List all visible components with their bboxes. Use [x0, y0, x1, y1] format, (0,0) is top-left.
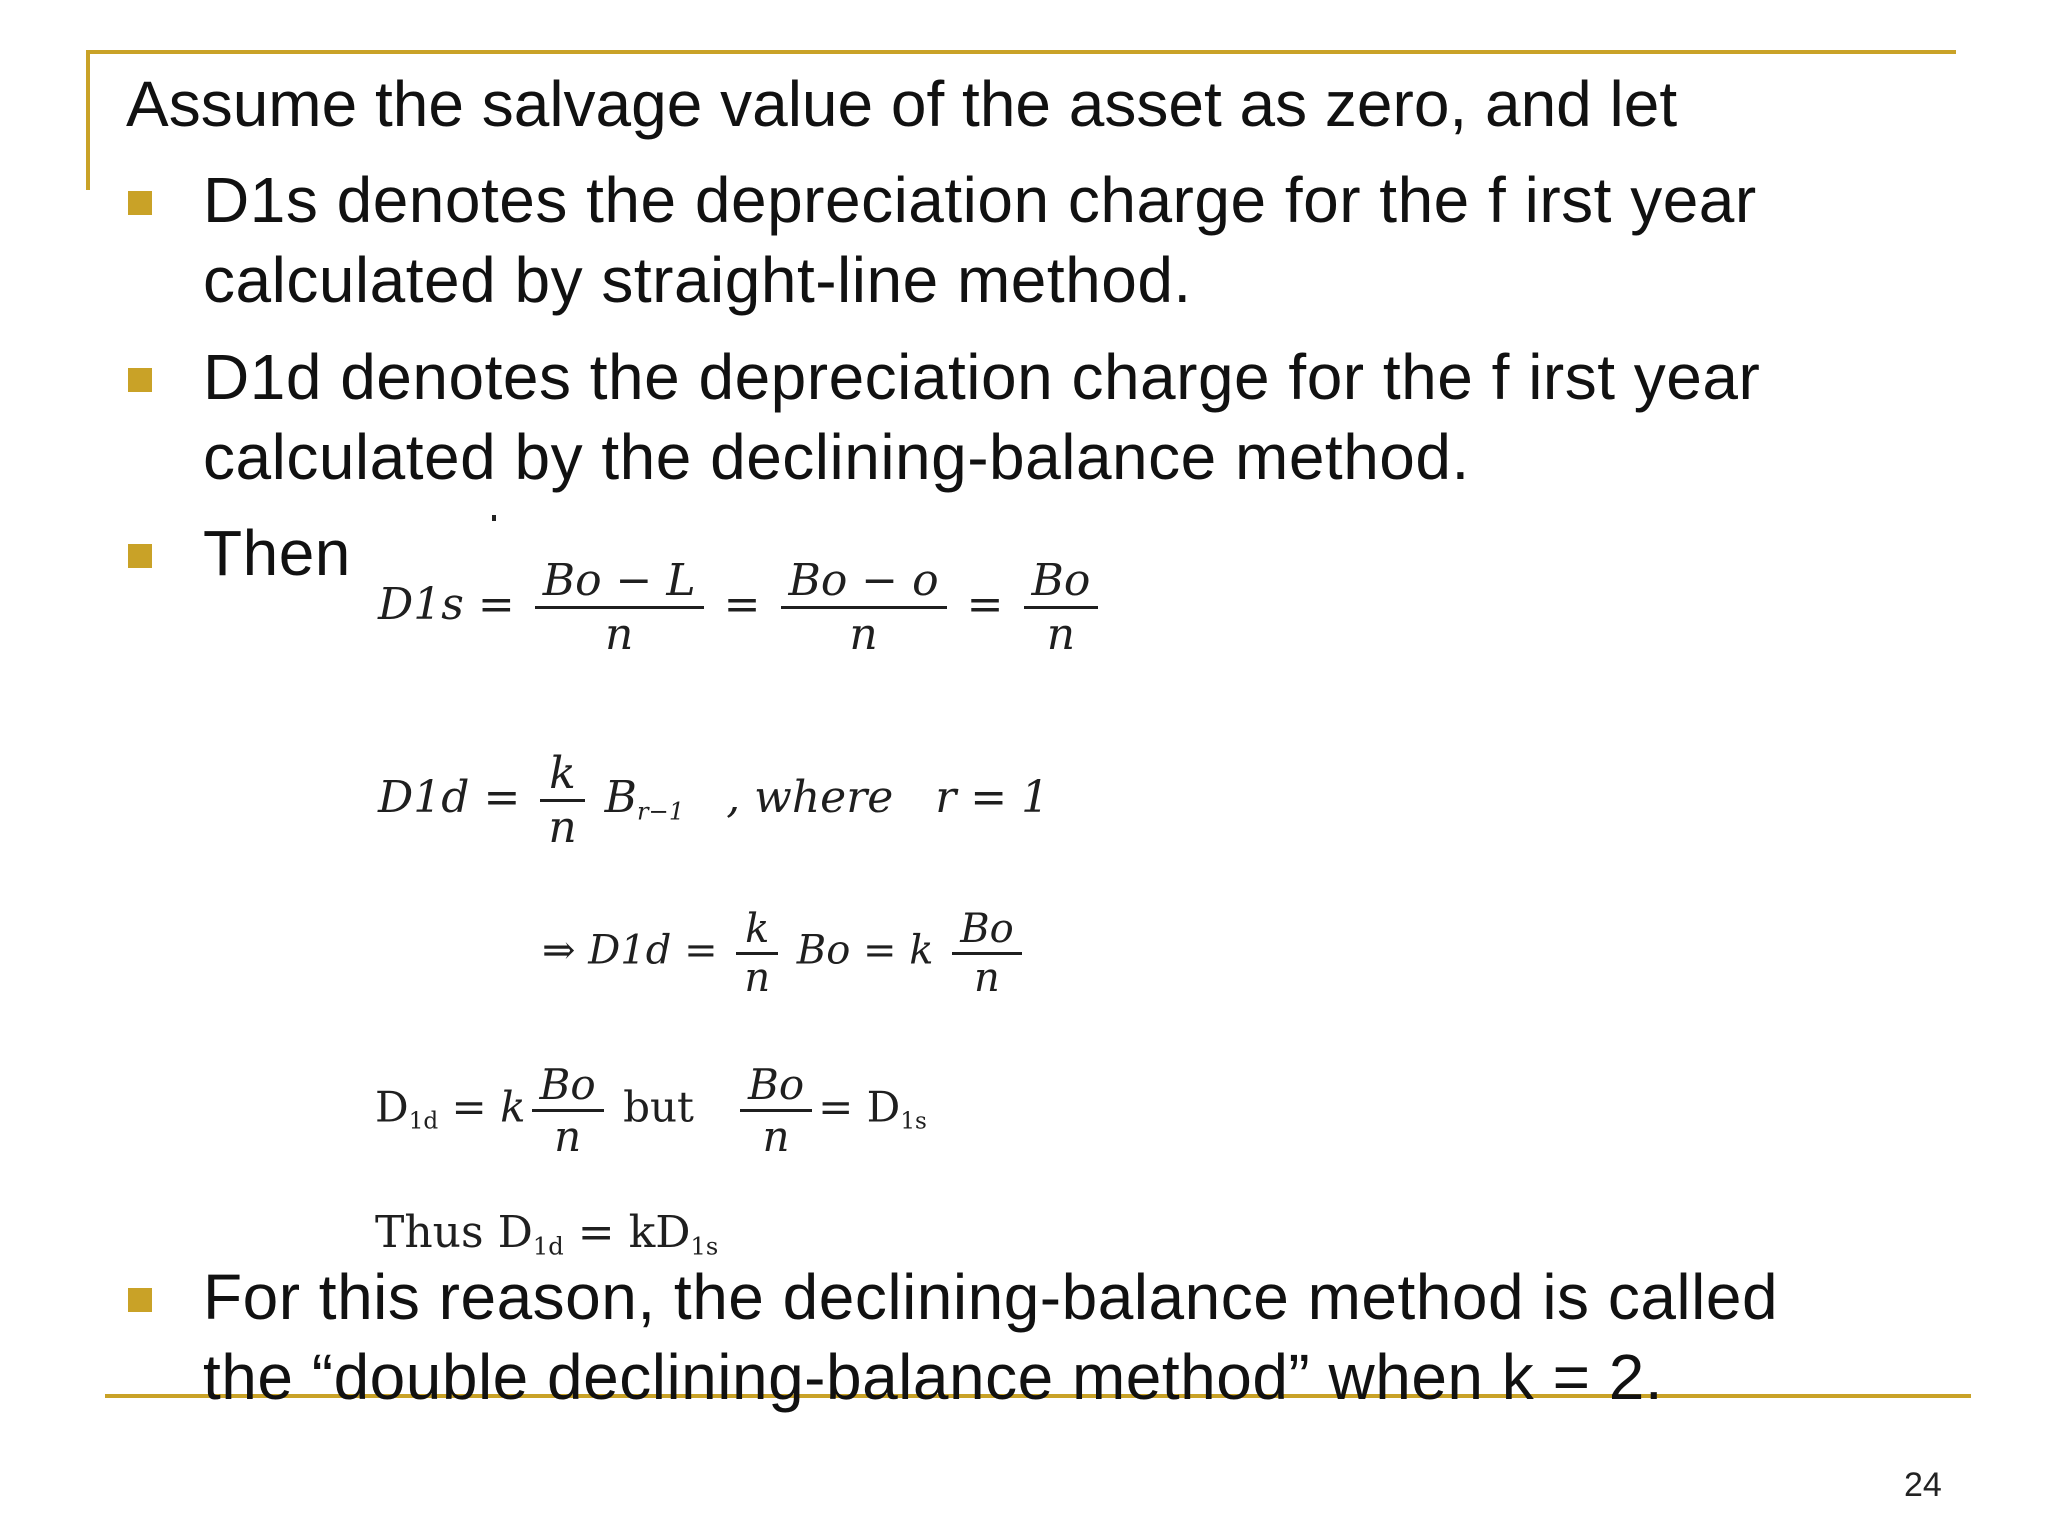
denominator: n: [762, 1112, 790, 1161]
fraction: [532, 1060, 604, 1161]
eq-where: , where: [726, 772, 894, 823]
equation-declining-balance: [378, 748, 1049, 853]
square-bullet-icon: [128, 544, 152, 568]
bullet-line: For this reason, the declining-balance method is called: [203, 1261, 1779, 1333]
bullet-text: [203, 513, 351, 593]
denominator: n: [744, 955, 771, 1001]
eq-lhs: D: [375, 1082, 409, 1132]
implies-arrow: ⇒: [542, 927, 576, 974]
equation-relation: [375, 1060, 927, 1161]
denominator: n: [1046, 609, 1076, 660]
numerator: Bo: [960, 906, 1014, 952]
square-bullet-icon: [128, 368, 152, 392]
bullet-text: [203, 337, 1983, 497]
page-number: 24: [1904, 1466, 1942, 1504]
eq-term: k: [500, 1082, 526, 1132]
eq-sign: =: [723, 579, 761, 630]
eq-sign: =: [477, 579, 515, 630]
numerator: Bo − o: [788, 555, 939, 606]
eq-sign: =: [451, 1082, 487, 1132]
eq-sign: =: [966, 579, 1004, 630]
eq-subscript: 1s: [900, 1108, 927, 1135]
fraction: [1024, 555, 1099, 660]
equation-implication: [542, 906, 1028, 1001]
denominator: n: [974, 955, 1000, 1001]
eq-word: but: [623, 1082, 694, 1132]
numerator: Bo − L: [542, 555, 696, 606]
fraction: [535, 555, 704, 660]
eq-lhs: D1d: [378, 772, 470, 823]
square-bullet-icon: [128, 1288, 152, 1312]
fraction: [736, 906, 778, 1001]
stray-mark: [492, 515, 496, 521]
eq-text: Thus D: [375, 1207, 533, 1258]
fraction: [740, 1060, 812, 1161]
eq-sign: =: [684, 927, 718, 974]
eq-subscript: 1d: [532, 1232, 564, 1261]
fraction: [540, 748, 584, 853]
fraction: [781, 555, 947, 660]
denominator: n: [605, 609, 634, 660]
eq-text: = kD: [563, 1207, 691, 1258]
denominator: n: [554, 1112, 582, 1161]
bullet-line: D1d denotes the depreciation charge for the f irst year: [203, 341, 1761, 413]
bullet-line: D1s denotes the depreciation charge for the f irst year: [203, 164, 1757, 236]
bullet-text: [203, 1257, 1983, 1417]
equation-conclusion: [375, 1207, 718, 1260]
eq-subscript: 1s: [690, 1232, 719, 1261]
fraction: [952, 906, 1021, 1001]
left-rule: [86, 50, 90, 190]
bullet-line: Then: [203, 517, 351, 589]
eq-subscript: r−1: [637, 797, 685, 826]
square-bullet-icon: [128, 191, 152, 215]
bullet-line: the “double declining-balance method” when k = 2.: [203, 1341, 1664, 1413]
eq-term: B: [604, 772, 637, 823]
eq-subscript: 1d: [408, 1108, 439, 1135]
numerator: Bo: [539, 1060, 596, 1109]
bullet-text: [203, 160, 1983, 320]
equation-straight-line: [378, 555, 1104, 660]
numerator: Bo: [1031, 555, 1091, 606]
bullet-line: calculated by the declining-balance method.: [203, 421, 1470, 493]
intro-text: Assume the salvage value of the asset as zero, and let: [126, 68, 1678, 140]
numerator: k: [745, 906, 770, 952]
eq-rhs: = D: [818, 1082, 901, 1132]
eq-sign: =: [483, 772, 521, 823]
eq-lhs: D1s: [378, 579, 464, 630]
top-rule: [86, 50, 1956, 54]
numerator: Bo: [747, 1060, 805, 1109]
numerator: k: [549, 748, 576, 799]
eq-lhs: D1d: [588, 927, 672, 974]
denominator: n: [849, 609, 878, 660]
eq-condition: r = 1: [935, 772, 1050, 823]
bullet-line: calculated by straight-line method.: [203, 244, 1192, 316]
denominator: n: [548, 802, 577, 853]
eq-term: Bo = k: [796, 927, 934, 974]
